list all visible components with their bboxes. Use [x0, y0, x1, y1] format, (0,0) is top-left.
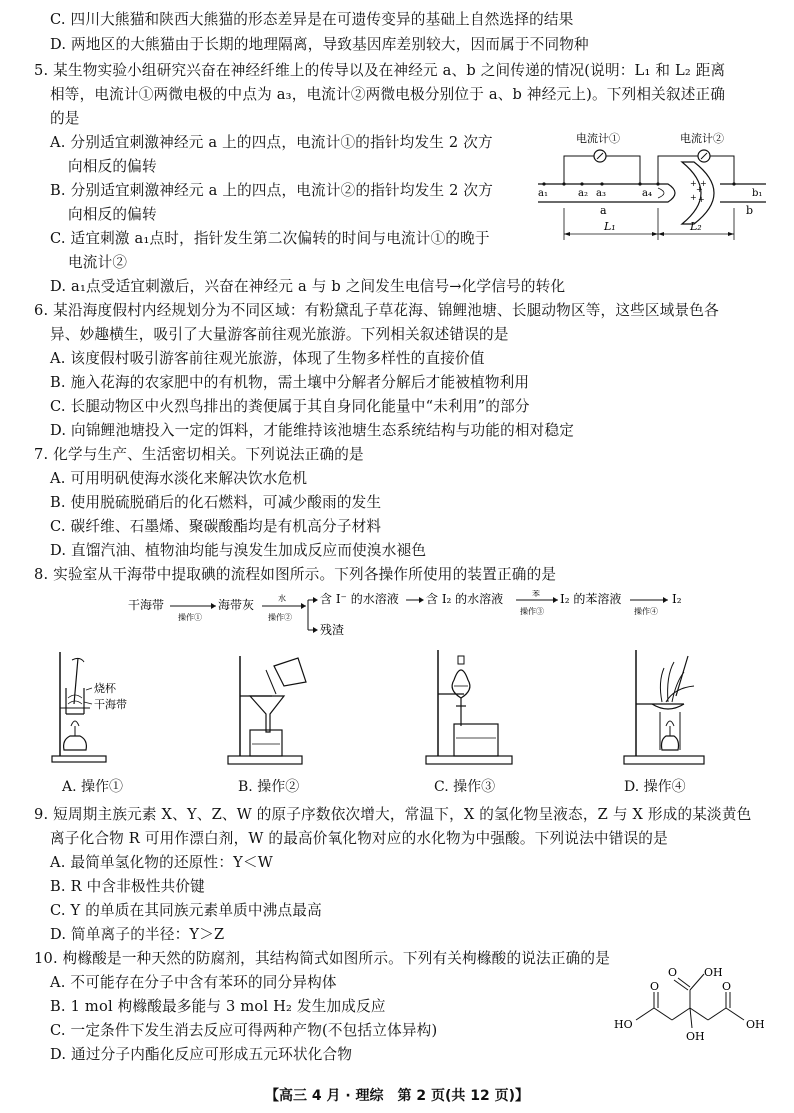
q8-stem: 8. 实验室从干海带中提取碘的流程如图所示。下列各操作所使用的装置正确的是 [34, 566, 557, 583]
struct-oh-top: OH [704, 966, 723, 979]
svg-text:+: + [698, 195, 705, 204]
svg-text:+: + [700, 179, 707, 188]
q9-stem-line1: 9. 短周期主族元素 X、Y、Z、W 的原子序数依次增大，常温下，X 的氢化物呈液态，Z 与 X 形成的某淡黄色 [34, 806, 752, 823]
iodine-flow-chart [128, 590, 688, 640]
point-a4: a₄ [642, 188, 652, 199]
q5-option-c-cont: 电流计② [68, 254, 128, 271]
point-a2: a₂ [578, 188, 588, 199]
q6-stem-line2: 异、妙趣横生，吸引了大量游客前往观光旅游。下列相关叙述错误的是 [50, 326, 509, 343]
q7-option-b: B. 使用脱硫脱硝后的化石燃料，可减少酸雨的发生 [50, 494, 382, 511]
flow-iodine-aq: 含 I₂ 的水溶液 [426, 592, 504, 606]
citric-acid-structure [612, 962, 772, 1046]
neuron-a-label: a [600, 204, 607, 217]
label-kelp: 干海带 [94, 698, 127, 711]
l2-label: L₂ [690, 220, 702, 233]
q8-option-a: A. 操作① [62, 779, 124, 795]
q5-option-a: A. 分别适宜刺激神经元 a 上的四点，电流计①的指针均发生 2 次方 [50, 134, 493, 151]
q6-stem-line1: 6. 某沿海度假村内经规划分为不同区域：有粉黛乱子草花海、锦鲤池塘、长腿动物区等，这些区域景色各 [34, 302, 719, 319]
q5-option-b-cont: 向相反的偏转 [68, 206, 157, 223]
flow-op2: 操作② [268, 613, 292, 622]
svg-text:+: + [690, 193, 697, 202]
q8-option-c: C. 操作③ [434, 779, 496, 795]
flow-op1: 操作① [178, 613, 202, 622]
q6-option-d: D. 向锦鲤池塘投入一定的饵料，才能维持该池塘生态系统结构与功能的相对稳定 [50, 422, 575, 439]
q8-option-d: D. 操作④ [624, 779, 686, 795]
flow-product: I₂ [672, 592, 682, 606]
q8-option-b: B. 操作② [238, 779, 300, 795]
apparatus-a-crucible [50, 648, 150, 768]
label-beaker: 烧杯 [94, 682, 116, 695]
q4-option-d: D. 两地区的大熊猫由于长期的地理隔离，导致基因库差别较大，因而属于不同物种 [50, 36, 589, 53]
svg-text:+: + [690, 179, 697, 188]
flow-start: 干海带 [128, 598, 165, 612]
q5-option-c: C. 适宜刺激 a₁点时，指针发生第二次偏转的时间与电流计①的晚于 [50, 230, 490, 247]
page-footer: 【高三 4 月 · 理综 第 2 页(共 12 页)】 [264, 1088, 530, 1104]
q5-option-b: B. 分别适宜刺激神经元 a 上的四点，电流计②的指针均发生 2 次方 [50, 182, 493, 199]
q4-option-c: C. 四川大熊猫和陕西大熊猫的形态差异是在可遗传变异的基础上自然选择的结果 [50, 11, 574, 28]
apparatus-c-separatory [424, 646, 534, 770]
q7-stem: 7. 化学与生产、生活密切相关。下列说法正确的是 [34, 446, 364, 463]
meter2-label: 电流计② [680, 132, 724, 145]
flow-iodide: 含 I⁻ 的水溶液 [320, 592, 399, 606]
q9-option-c: C. Y 的单质在其同族元素单质中沸点最高 [50, 902, 322, 919]
struct-o-right: O [722, 980, 732, 993]
q10-option-b: B. 1 mol 枸橼酸最多能与 3 mol H₂ 发生加成反应 [50, 998, 386, 1015]
neuron-b-label: b [746, 204, 754, 217]
q9-option-d: D. 简单离子的半径：Y＞Z [50, 926, 225, 943]
q5-option-a-cont: 向相反的偏转 [68, 158, 157, 175]
q10-stem: 10. 枸橼酸是一种天然的防腐剂，其结构简式如图所示。下列有关枸橼酸的说法正确的是 [34, 950, 611, 967]
q6-option-a: A. 该度假村吸引游客前往观光旅游，体现了生物多样性的直接价值 [50, 350, 485, 367]
flow-water: 水 [278, 594, 286, 603]
neuron-diagram [534, 128, 770, 248]
struct-oh-right: OH [746, 1018, 765, 1031]
struct-o-top: O [668, 966, 678, 979]
q9-option-b: B. R 中含非极性共价键 [50, 878, 205, 895]
flow-op4: 操作④ [634, 607, 658, 616]
struct-oh-bottom: OH [686, 1030, 705, 1043]
apparatus-b-filtration [226, 652, 326, 768]
q9-option-a: A. 最简单氢化物的还原性：Y＜W [50, 854, 273, 871]
q10-option-d: D. 通过分子内酯化反应可形成五元环状化合物 [50, 1046, 353, 1063]
point-a3: a₃ [596, 188, 606, 199]
q5-option-d: D. a₁点受适宜刺激后，兴奋在神经元 a 与 b 之间发生电信号→化学信号的转化 [50, 278, 566, 295]
q10-option-c: C. 一定条件下发生消去反应可得两种产物(不包括立体异构) [50, 1022, 438, 1039]
q9-stem-line2: 离子化合物 R 可用作漂白剂，W 的最高价氧化物对应的水化物为中强酸。下列说法中错误的是 [50, 830, 668, 847]
svg-text:+: + [696, 185, 703, 194]
q7-option-d: D. 直馏汽油、植物油均能与溴发生加成反应而使溴水褪色 [50, 542, 427, 559]
q6-option-b: B. 施入花海的农家肥中的有机物，需土壤中分解者分解后才能被植物利用 [50, 374, 530, 391]
q5-stem-line2: 相等，电流计①两微电极的中点为 a₃，电流计②两微电极分别位于 a、b 神经元上)。下列相关叙述正确 [50, 86, 726, 103]
q6-option-c: C. 长腿动物区中火烈鸟排出的粪便属于其自身同化能量中“未利用”的部分 [50, 398, 530, 415]
struct-o-left: O [650, 980, 660, 993]
l1-label: L₁ [604, 220, 616, 233]
flow-op3: 操作③ [520, 607, 544, 616]
meter1-label: 电流计① [576, 132, 620, 145]
point-a1: a₁ [538, 188, 548, 199]
q5-stem-line3: 的是 [50, 110, 80, 127]
point-b1: b₁ [752, 188, 763, 199]
flow-residue: 残渣 [320, 623, 345, 637]
q5-stem-line1: 5. 某生物实验小组研究兴奋在神经纤维上的传导以及在神经元 a、b 之间传递的情况(说明：L₁ 和 L₂ 距离 [34, 62, 726, 79]
flow-mid: 海带灰 [218, 598, 255, 612]
apparatus-d-evaporation [622, 646, 722, 770]
q10-option-a: A. 不可能存在分子中含有苯环的同分异构体 [50, 974, 337, 991]
flow-i2-benzene: I₂ 的苯溶液 [560, 592, 622, 606]
flow-benzene: 苯 [532, 590, 540, 598]
struct-ho-left: HO [614, 1018, 633, 1031]
q7-option-c: C. 碳纤维、石墨烯、聚碳酸酯均是有机高分子材料 [50, 518, 382, 535]
q7-option-a: A. 可用明矾使海水淡化来解决饮水危机 [50, 470, 308, 487]
